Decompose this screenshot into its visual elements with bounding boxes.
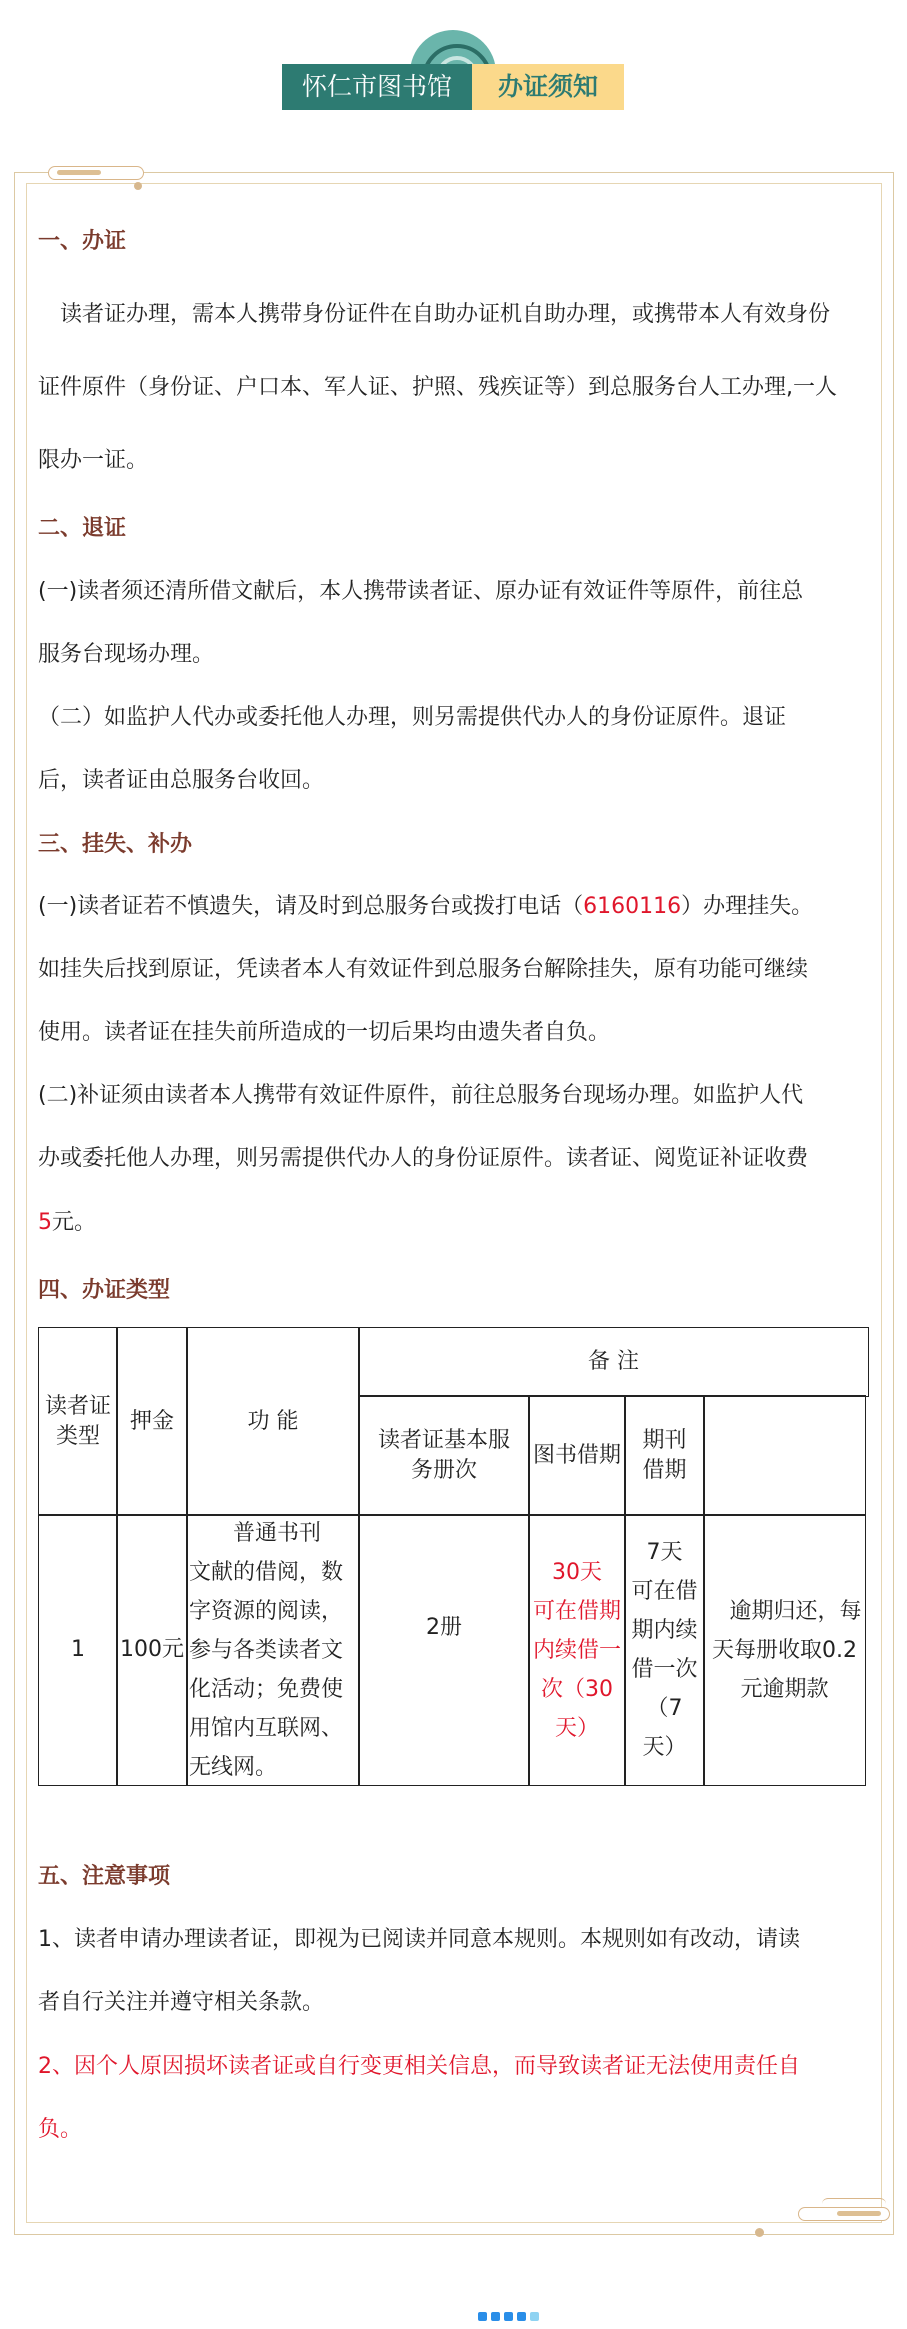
table-header-periodical-period	[624, 1395, 705, 1516]
overdue-line: 元逾期款	[740, 1676, 829, 1702]
overdue-line: 逾期归还，每	[707, 1598, 862, 1624]
paragraph-line	[38, 1208, 96, 1238]
header-text: 期刊	[642, 1427, 687, 1453]
book-period-line: 30天	[552, 1559, 602, 1585]
book-period-line: 天）	[554, 1715, 599, 1741]
function-line: 文献的借阅，数	[189, 1559, 344, 1585]
paragraph-line: 服务台现场办理。	[38, 642, 215, 667]
periodical-line: 期内续	[631, 1618, 698, 1643]
paragraph-line: 限办一证。	[38, 448, 149, 473]
loss-text-after: ）办理挂失。	[681, 894, 814, 919]
header-text: 读者证基本服	[377, 1427, 510, 1453]
ornament-dot-icon	[134, 182, 142, 190]
section-heading-notes: 五、注意事项	[38, 1864, 171, 1889]
fee-amount: 5	[38, 1210, 52, 1235]
function-line: 字资源的阅读，	[189, 1598, 344, 1624]
table-header-blank	[703, 1395, 866, 1516]
function-line: 化活动；免费使	[189, 1676, 344, 1702]
book-period-line: 内续借一	[532, 1637, 621, 1663]
paragraph-line: 读者证办理，需本人携带身份证件在自助办证机自助办理，或携带本人有效身份	[38, 302, 831, 327]
table-cell-overdue	[703, 1514, 866, 1786]
table-header-function: 功 能	[186, 1327, 360, 1516]
paragraph-line: 后，读者证由总服务台收回。	[38, 768, 325, 793]
warning-line: 负。	[38, 2117, 83, 2142]
table-header-remark: 备 注	[358, 1327, 869, 1397]
periodical-line: （7	[646, 1696, 683, 1721]
periodical-line: 7天	[646, 1540, 683, 1565]
table-cell-periodical-period	[624, 1514, 705, 1786]
function-line: 参与各类读者文	[189, 1637, 344, 1663]
table-header-type	[38, 1327, 118, 1516]
corner-ornament-icon	[48, 166, 144, 180]
ornament-dot-icon	[755, 2228, 764, 2237]
page-dot-icon	[504, 2312, 513, 2321]
corner-ornament-icon	[798, 2207, 890, 2221]
warning-line: 2、因个人原因损坏读者证或自行变更相关信息，而导致读者证无法使用责任自	[38, 2054, 800, 2079]
paragraph-line: 1、读者申请办理读者证，即视为已阅读并同意本规则。本规则如有改动，请读	[38, 1927, 800, 1952]
header-text: 借期	[642, 1457, 687, 1483]
corner-ornament-line-icon	[822, 2198, 886, 2206]
periodical-line: 天）	[642, 1735, 687, 1760]
library-name: 怀仁市图书馆	[282, 64, 472, 110]
paragraph-line: 者自行关注并遵守相关条款。	[38, 1990, 325, 2015]
table-header-book-period: 图书借期	[528, 1395, 626, 1516]
fee-unit: 元。	[52, 1210, 97, 1235]
page-dot-icon	[478, 2312, 487, 2321]
section-heading-cancel: 二、退证	[38, 516, 127, 541]
paragraph-line: （二）如监护人代办或委托他人办理，则另需提供代办人的身份证原件。退证	[38, 705, 787, 730]
function-line: 用馆内互联网、	[189, 1715, 344, 1741]
table-cell-type: 1	[38, 1514, 118, 1786]
periodical-line: 借一次	[631, 1657, 698, 1682]
book-period-line: 可在借期	[532, 1598, 621, 1624]
header-text: 务册次	[410, 1457, 477, 1483]
page-dot-icon	[491, 2312, 500, 2321]
paragraph-line: (二)补证须由读者本人携带有效证件原件，前往总服务台现场办理。如监护人代	[38, 1083, 804, 1108]
book-period-line: 次（30	[541, 1676, 613, 1702]
table-header-basic-volumes	[358, 1395, 530, 1516]
periodical-line: 可在借	[631, 1579, 698, 1604]
overdue-line: 天每册收取0.2	[712, 1637, 857, 1663]
loss-text-before: (一)读者证若不慎遗失，请及时到总服务台或拨打电话（	[38, 894, 584, 919]
paragraph-line: 办或委托他人办理，则另需提供代办人的身份证原件。读者证、阅览证补证收费	[38, 1146, 809, 1171]
table-cell-basic-volumes: 2册	[358, 1514, 530, 1786]
paragraph-line: (一)读者须还清所借文献后，本人携带读者证、原办证有效证件等原件，前往总	[38, 579, 804, 604]
paragraph-line: 使用。读者证在挂失前所造成的一切后果均由遗失者自负。	[38, 1020, 611, 1045]
function-line: 普通书刊	[189, 1520, 322, 1546]
header-text: 类型	[55, 1423, 100, 1449]
page-dot-icon	[530, 2312, 539, 2321]
paragraph-line: 如挂失后找到原证，凭读者本人有效证件到总服务台解除挂失，原有功能可继续	[38, 957, 809, 982]
header-banner	[282, 30, 624, 110]
header-text: 读者证	[44, 1393, 111, 1419]
function-line: 无线网。	[189, 1754, 278, 1780]
frame-inner-border	[26, 183, 882, 2223]
section-heading-loss: 三、挂失、补办	[38, 832, 193, 857]
table-cell-book-period	[528, 1514, 626, 1786]
page-indicator	[478, 2312, 539, 2321]
table-cell-deposit: 100元	[116, 1514, 188, 1786]
paragraph-line	[38, 892, 813, 922]
table-cell-function	[186, 1514, 360, 1786]
section-heading-apply: 一、办证	[38, 229, 127, 254]
phone-number: 6160116	[583, 894, 682, 919]
section-heading-types: 四、办证类型	[38, 1278, 171, 1303]
notice-title: 办证须知	[472, 64, 624, 110]
paragraph-line: 证件原件（身份证、户口本、军人证、护照、残疾证等）到总服务台人工办理,一人	[38, 375, 837, 400]
table-header-deposit: 押金	[116, 1327, 188, 1516]
page-dot-icon	[517, 2312, 526, 2321]
